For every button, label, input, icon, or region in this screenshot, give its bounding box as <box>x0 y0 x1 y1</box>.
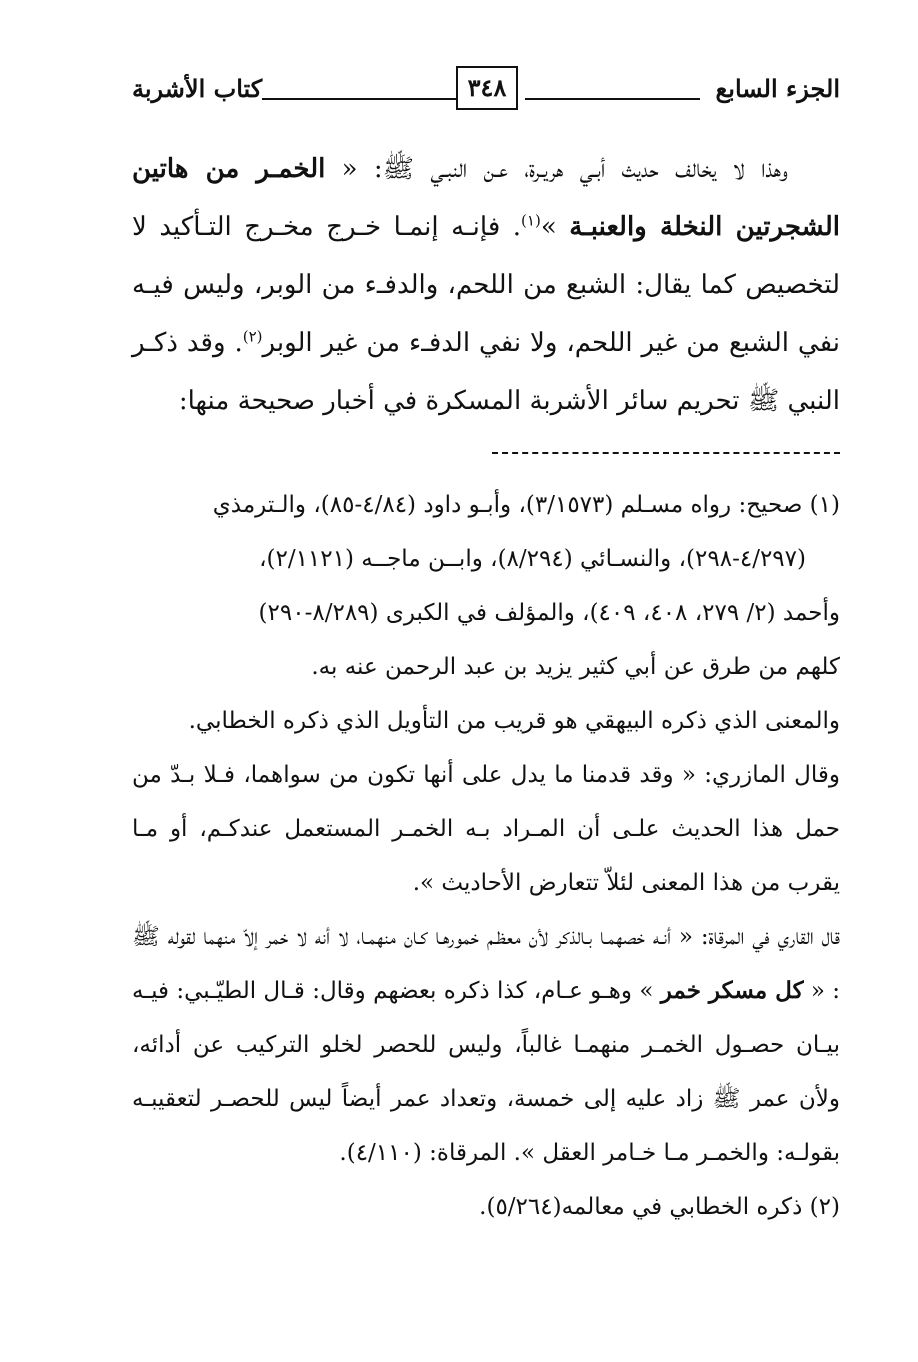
footnote-separator <box>492 452 840 454</box>
book-part-title: الجزء السابع <box>715 74 840 103</box>
running-header <box>132 60 840 120</box>
main-text-part: وهذا لا يخالف حديث أبـي هريـرة، عـن النبـي ﷺ: « <box>325 154 788 184</box>
footnote-text-part: » وهـو عـام، كذا ذكره بعضهم وقال: قـال الطيّـبي: فيـه بيـان حصـول الخمـر منهمـا غالباً، وليس للحصر لخلو التركيب عن أدائه، ولأن عمر ﷺ زاد عليه إلى خمسة، وتعداد عمر أيضاً ليس للحصـر لتعقيبـه بقولـه: والخمـر مـا خـامر العقل ». المرقاة: (٤/١١٠). <box>132 978 840 1166</box>
footnote-2: (٢) ذكره الخطابي في معالمه(٥/٢٦٤). <box>479 1194 840 1220</box>
hadith-quote: كل مسكر خمر <box>660 977 804 1004</box>
footnote-paragraph: والمعنى الذي ذكره البيهقي هو قريب من التأويل الذي ذكره الخطابي. <box>188 708 840 734</box>
footnote-1-line: كلهم من طرق عن أبي كثير يزيد بن عبد الرحمن عنه به. <box>311 654 840 680</box>
main-text <box>132 140 840 430</box>
footnote-paragraph: وقال المازري: « وقد قدمنا ما يدل على أنها تكون من سواهما، فـلا بـدّ من حمل هذا الحديث علـى أن المـراد بـه الخمـر المستعمل عندكـم، أو مـا يقرب من هذا المعنى لئلاّ تتعارض الأحاديث ». <box>132 762 840 896</box>
footnote-paragraph <box>132 910 840 1180</box>
header-rule-left <box>262 98 458 100</box>
footnote-text-part: قال القاري في المرقاة: « أنـه خصهمـا بـالذكر لأن معظـم خمورهـا كـان منهمـا، لا أنه لا خمر إلاّ منهما لقوله ﷺ : « <box>132 924 840 1004</box>
main-text-part: » <box>540 212 570 242</box>
page-number-box: ٣٤٨ <box>456 66 518 110</box>
footnote-1-line: (١) صحيح: رواه مسـلم (٣/١٥٧٣)، وأبـو داود (٤/٨٤-٨٥)، والـترمذي <box>212 492 840 518</box>
footnote-ref-2: (٢) <box>242 327 263 346</box>
footnotes <box>132 478 840 1234</box>
main-text-part: . فإنـه إنمـا خـرج مخـرج التـأكيد لا لتخصيص كما يقال: الشبع من اللحم، والدفـء من الوبر، وليس فيـه نفي الشبع من غير اللحم، ولا نفي الدفـء من غير الوبر <box>132 212 840 358</box>
chapter-title: كتاب الأشربة <box>132 74 263 103</box>
footnote-ref-1: (١) <box>521 211 541 230</box>
header-rule-right <box>525 98 700 100</box>
hadith-quote: الخمـر من هاتين الشجرتين النخلة والعنبـة <box>132 154 840 242</box>
footnote-1-line: وأحمد (٢/ ٢٧٩، ٤٠٨، ٤٠٩)، والمؤلف في الكبرى (٨/٢٨٩-٢٩٠) <box>258 600 840 626</box>
footnote-1-line: (٤/٢٩٧-٢٩٨)، والنسـائي (٨/٢٩٤)، وابــن ماجــه (٢/١١٢١)، <box>259 546 806 572</box>
main-paragraph <box>132 140 840 430</box>
main-text-part: . وقد ذكـر النبي ﷺ تحريم سائر الأشربة المسكرة في أخبار صحيحة منها: <box>132 328 840 416</box>
